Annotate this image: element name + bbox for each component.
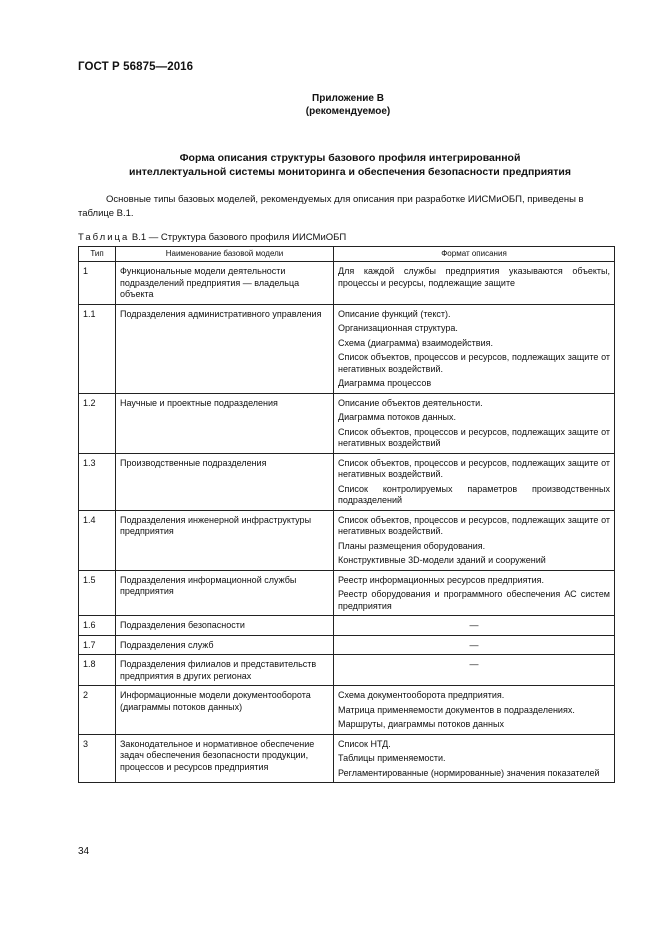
format-line: Таблицы применяемости. xyxy=(338,753,446,763)
table-row xyxy=(79,655,615,686)
row-format-cell xyxy=(334,453,615,510)
standard-code: ГОСТ Р 56875—2016 xyxy=(78,61,194,73)
format-line: Матрица применяемости документов в подразделениях. xyxy=(338,704,575,715)
document-title xyxy=(90,151,610,179)
format-line: Список объектов, процессов и ресурсов, подлежащих защите от негативных воздействий. xyxy=(338,514,610,536)
row-model-name-cell: Подразделения информационной службы предприятия xyxy=(116,570,334,616)
row-type-cell: 1.1 xyxy=(79,304,116,393)
row-format-cell xyxy=(334,393,615,453)
appendix-status: (рекомендуемое) xyxy=(305,106,391,117)
format-line: Регламентированные (нормированные) значения показателей xyxy=(338,767,600,778)
format-line: Диаграмма процессов xyxy=(338,378,432,388)
row-model-name-cell: Подразделения филиалов и представительств предприятия в других регионах xyxy=(116,655,334,686)
row-type-cell: 1 xyxy=(79,262,116,305)
table-row xyxy=(79,304,615,393)
format-line: Список объектов, процессов и ресурсов, подлежащих защите от негативных воздействий. xyxy=(338,352,610,374)
row-type-cell: 1.7 xyxy=(79,635,116,655)
row-model-name-cell: Подразделения административного управления xyxy=(116,304,334,393)
appendix-heading xyxy=(0,92,661,118)
format-line: Реестр информационных ресурсов предприятия. xyxy=(338,574,544,585)
row-format-cell xyxy=(334,570,615,616)
row-model-name-cell: Подразделения инженерной инфраструктуры предприятия xyxy=(116,510,334,570)
page-number: 34 xyxy=(78,846,90,857)
table-caption xyxy=(78,232,346,243)
row-model-name-cell: Подразделения безопасности xyxy=(116,616,334,636)
row-format-cell xyxy=(334,304,615,393)
row-format-dash: — xyxy=(334,635,615,655)
row-format-cell xyxy=(334,510,615,570)
table-header-row xyxy=(79,247,615,262)
table-row xyxy=(79,393,615,453)
row-model-name-cell: Законодательное и нормативное обеспечение задач обеспечения безопасности продукции, процессов и ресурсов предприятия xyxy=(116,734,334,783)
row-model-name-cell: Подразделения служб xyxy=(116,635,334,655)
format-line: Маршруты, диаграммы потоков данных xyxy=(338,719,504,729)
row-type-cell: 1.8 xyxy=(79,655,116,686)
header-format: Формат описания xyxy=(334,247,615,262)
header-model-name: Наименование базовой модели xyxy=(116,247,334,262)
table-row xyxy=(79,734,615,783)
format-line: Реестр оборудования и программного обеспечения АС систем предприятия xyxy=(338,589,610,611)
row-format-dash: — xyxy=(334,616,615,636)
table-row xyxy=(79,635,615,655)
row-format-cell xyxy=(334,734,615,783)
table-row xyxy=(79,262,615,305)
table-caption-prefix: Таблица xyxy=(78,232,130,243)
row-format-cell xyxy=(334,686,615,735)
row-type-cell: 1.5 xyxy=(79,570,116,616)
table-row xyxy=(79,510,615,570)
row-format-cell xyxy=(334,262,615,305)
row-type-cell: 1.6 xyxy=(79,616,116,636)
format-line: Список контролируемых параметров производственных подразделений xyxy=(338,483,610,505)
format-line: Схема документооборота предприятия. xyxy=(338,690,505,700)
row-type-cell: 3 xyxy=(79,734,116,783)
title-line-2: интеллектуальной системы мониторинга и обеспечения безопасности предприятия xyxy=(128,166,572,178)
table-row xyxy=(79,616,615,636)
row-model-name-cell: Информационные модели документооборота (диаграммы потоков данных) xyxy=(116,686,334,735)
format-line: Описание объектов деятельности. xyxy=(338,397,483,408)
row-type-cell: 1.3 xyxy=(79,453,116,510)
intro-paragraph: Основные типы базовых моделей, рекомендуемых для описания при разработке ИИСМиОБП, приведены в таблице В.1. xyxy=(78,194,584,219)
row-model-name-cell: Научные и проектные подразделения xyxy=(116,393,334,453)
format-line: Планы размещения оборудования. xyxy=(338,540,486,551)
row-model-name-cell: Производственные подразделения xyxy=(116,453,334,510)
format-line: Для каждой службы предприятия указываются объекты, процессы и ресурсы, подлежащие защите xyxy=(338,266,610,288)
format-line: Список НТД. xyxy=(338,738,391,749)
format-line: Организационная структура. xyxy=(338,323,458,333)
format-line: Конструктивные 3D-модели зданий и сооружений xyxy=(338,555,546,565)
format-line: Список объектов, процессов и ресурсов, подлежащих защите от негативных воздействий xyxy=(338,426,610,448)
table-caption-text: В.1 — Структура базового профиля ИИСМиОБП xyxy=(129,232,347,243)
row-format-dash: — xyxy=(334,655,615,686)
row-type-cell: 1.4 xyxy=(79,510,116,570)
format-line: Список объектов, процессов и ресурсов, подлежащих защите от негативных воздействий. xyxy=(338,457,610,479)
header-type: Тип xyxy=(79,247,116,262)
table-row xyxy=(79,686,615,735)
table-row xyxy=(79,570,615,616)
table-row xyxy=(79,453,615,510)
format-line: Описание функций (текст). xyxy=(338,308,451,319)
title-line-1: Форма описания структуры базового профиля интегрированной xyxy=(179,152,521,164)
appendix-label: Приложение В xyxy=(312,93,384,104)
row-type-cell: 2 xyxy=(79,686,116,735)
row-type-cell: 1.2 xyxy=(79,393,116,453)
structure-table xyxy=(78,246,615,783)
format-line: Диаграмма потоков данных. xyxy=(338,412,457,422)
row-model-name-cell: Функциональные модели деятельности подразделений предприятия — владельца объекта xyxy=(116,262,334,305)
format-line: Схема (диаграмма) взаимодействия. xyxy=(338,337,493,348)
